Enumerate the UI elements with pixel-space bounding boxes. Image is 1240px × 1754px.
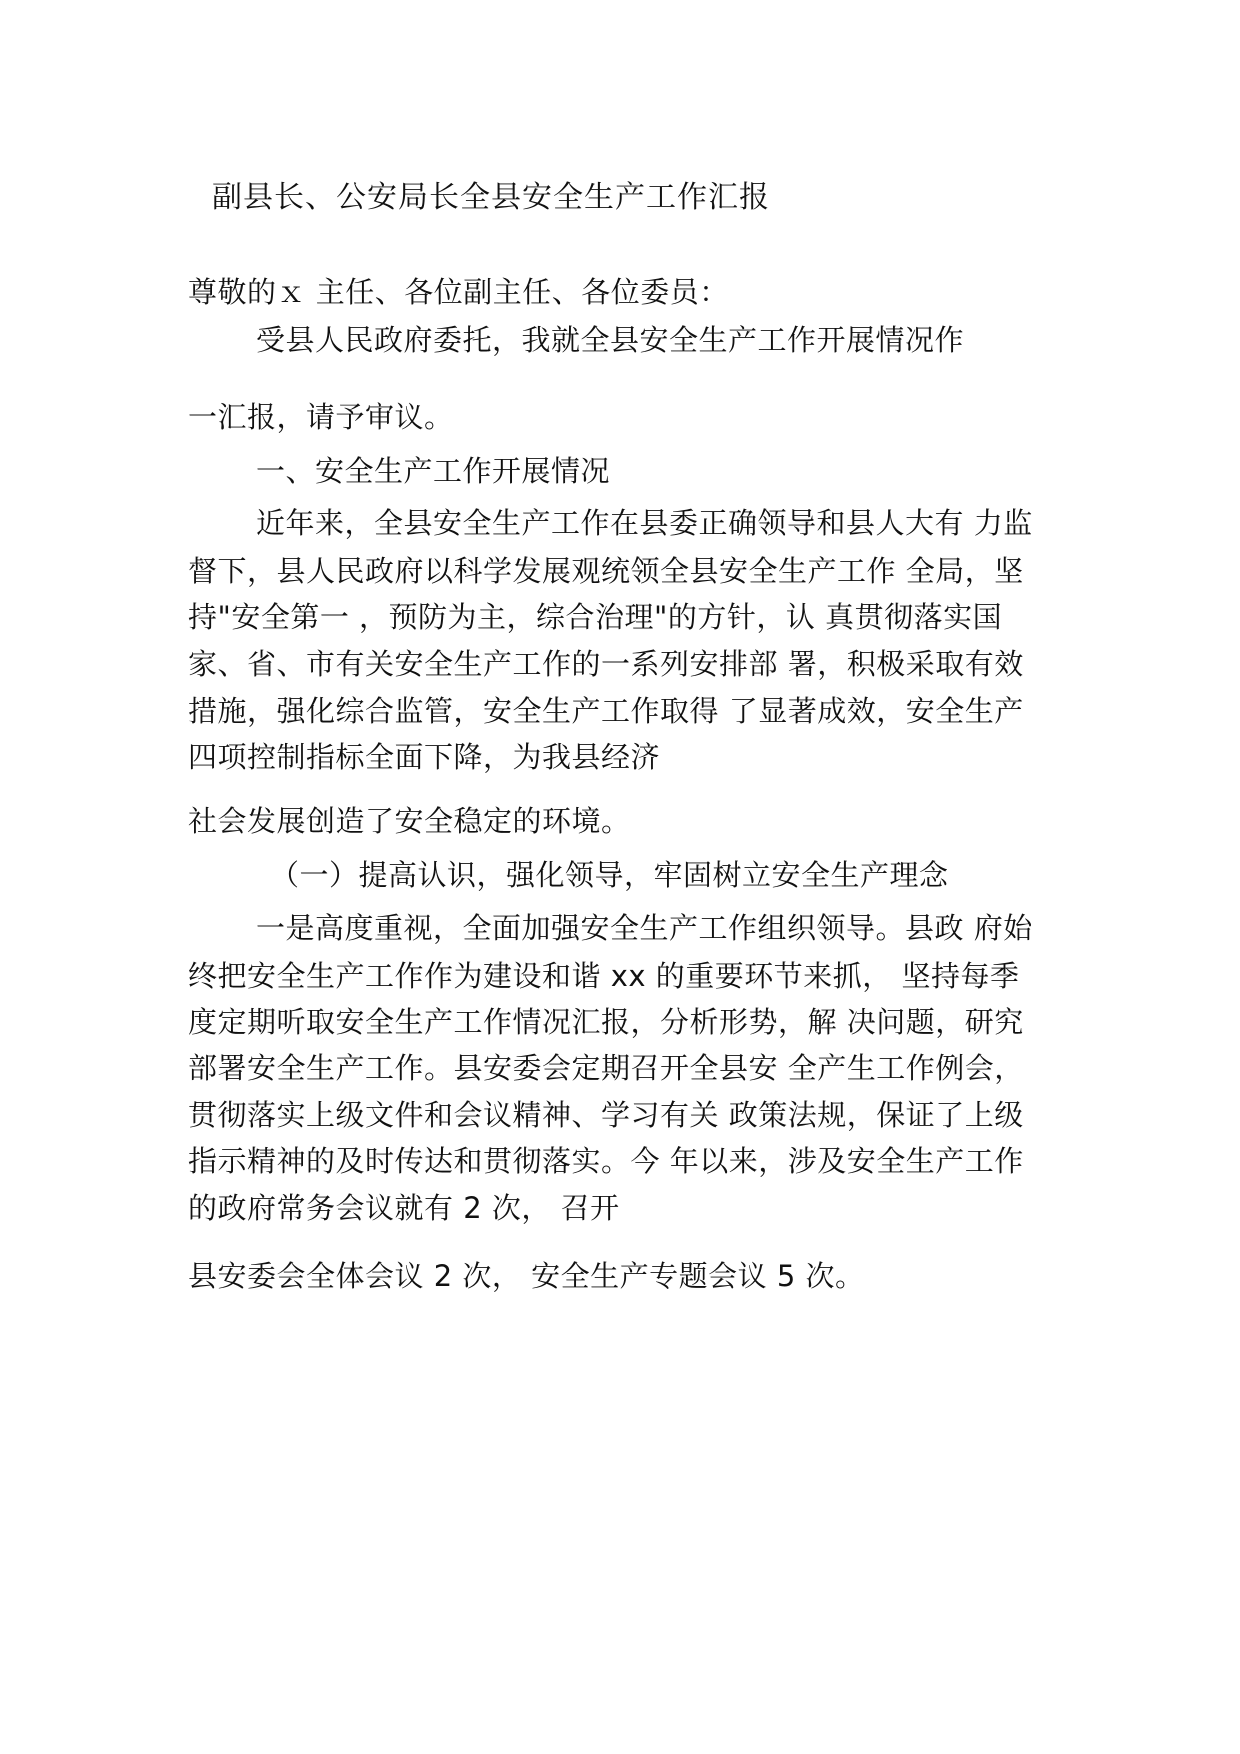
paragraph-line: 指示精神的及时传达和贯彻落实。今 年以来，涉及安全生产工作 <box>188 1144 1024 1178</box>
paragraph-line: 的政府常务会议就有 2 次， 召开 <box>188 1191 620 1225</box>
paragraph-line: 县安委会全体会议 2 次， 安全生产专题会议 5 次。 <box>188 1259 865 1293</box>
paragraph-line: 社会发展创造了安全稳定的环境。 <box>188 804 631 838</box>
salutation-line: 尊敬的ｘ 主任、各位副主任、各位委员： <box>188 275 729 309</box>
paragraph-line: 持"安全第一 ，预防为主，综合治理"的方针，认 真贯彻落实国 <box>188 600 1003 634</box>
paragraph-line: 家、省、市有关安全生产工作的一系列安排部 署，积极采取有效 <box>188 647 1024 681</box>
paragraph-line: 受县人民政府委托，我就全县安全生产工作开展情况作 <box>256 323 965 357</box>
subsection-heading: （一）提高认识，强化领导，牢固树立安全生产理念 <box>270 858 949 892</box>
paragraph-line: 一汇报，请予审议。 <box>188 400 454 434</box>
document-title: 副县长、公安局长全县安全生产工作汇报 <box>212 180 770 215</box>
section-heading: 一、安全生产工作开展情况 <box>256 454 611 488</box>
paragraph-line: 措施，强化综合监管，安全生产工作取得 了显著成效，安全生产 <box>188 694 1024 728</box>
paragraph-line: 贯彻落实上级文件和会议精神、学习有关 政策法规，保证了上级 <box>188 1098 1024 1132</box>
paragraph-line: 四项控制指标全面下降，为我县经济 <box>188 740 661 774</box>
paragraph-line: 一是高度重视，全面加强安全生产工作组织领导。县政 府始 <box>256 911 1033 945</box>
paragraph-line: 度定期听取安全生产工作情况汇报，分析形势，解 决问题，研究 <box>188 1005 1024 1039</box>
paragraph-line: 部署安全生产工作。县安委会定期召开全县安 全产生工作例会， <box>188 1051 1024 1085</box>
paragraph-line: 终把安全生产工作作为建设和谐 xx 的重要环节来抓， 坚持每季 <box>188 959 1020 993</box>
paragraph-line: 督下，县人民政府以科学发展观统领全县安全生产工作 全局，坚 <box>188 554 1024 588</box>
paragraph-line: 近年来，全县安全生产工作在县委正确领导和县人大有 力监 <box>256 506 1033 540</box>
